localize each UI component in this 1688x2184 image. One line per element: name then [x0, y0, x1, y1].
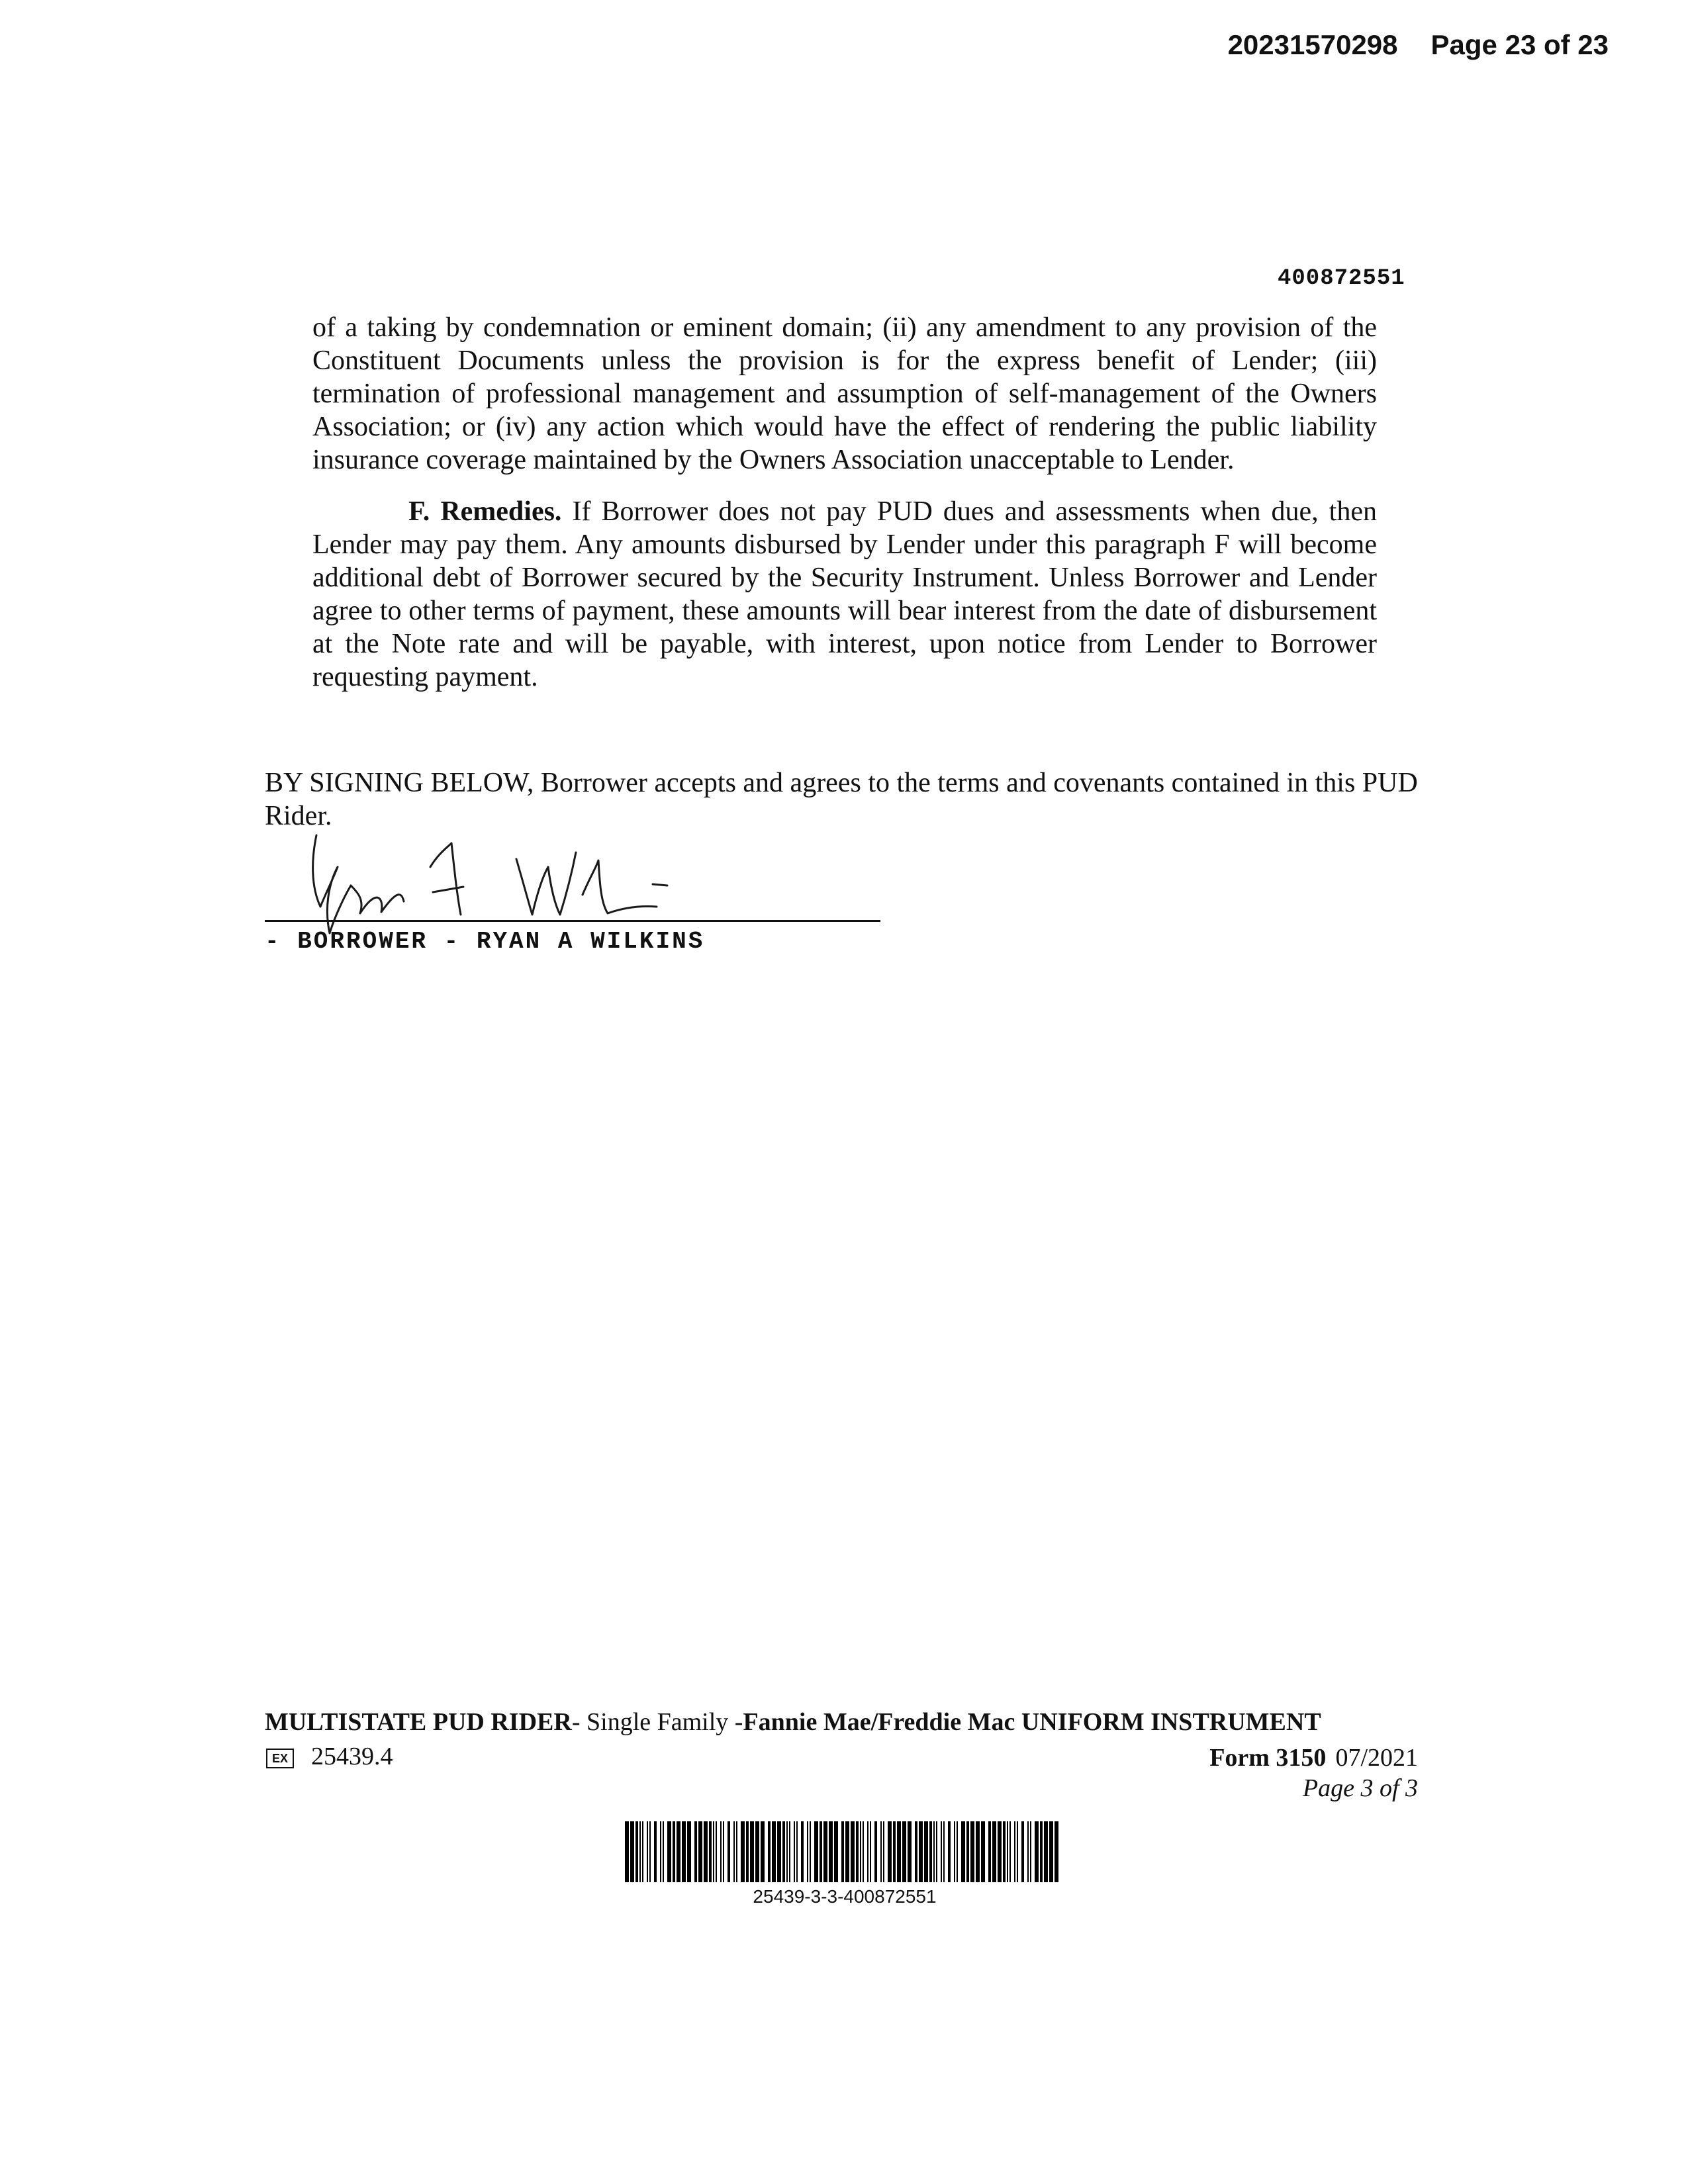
form-title-part-3: Fannie Mae/Freddie Mac UNIFORM INSTRUMENT — [743, 1708, 1321, 1736]
form-date: 07/2021 — [1335, 1744, 1418, 1772]
barcode-bar — [647, 1821, 648, 1882]
barcode-bar — [727, 1821, 730, 1882]
barcode-bar — [642, 1821, 643, 1882]
recording-page-info: Page 23 of 23 — [1430, 29, 1609, 60]
barcode-bar — [660, 1821, 661, 1882]
barcode-bar — [1014, 1821, 1015, 1882]
barcode-bar — [834, 1821, 838, 1882]
barcode-bar — [1040, 1821, 1043, 1882]
barcode-bar — [720, 1821, 722, 1882]
barcode-bar — [870, 1821, 871, 1882]
form-page-number: Page 3 of 3 — [1302, 1774, 1418, 1802]
form-code: 25439.4 — [311, 1743, 393, 1770]
barcode-bar — [810, 1821, 811, 1882]
barcode-bar — [902, 1821, 906, 1882]
barcode-bar — [796, 1821, 798, 1882]
barcode-bar — [954, 1821, 955, 1882]
barcode-text: 25439-3-3-400872551 — [753, 1886, 937, 1907]
barcode-bar — [941, 1821, 942, 1882]
barcode-bar — [1049, 1821, 1053, 1882]
barcode-bar — [957, 1821, 958, 1882]
barcode-bar — [786, 1821, 788, 1882]
barcode-bar — [1021, 1821, 1024, 1882]
barcode-bar — [716, 1821, 717, 1882]
barcode-bar — [673, 1821, 675, 1882]
barcode-bar — [1027, 1821, 1029, 1882]
barcode-bar — [761, 1821, 765, 1882]
barcode-bar — [943, 1821, 945, 1882]
borrower-name-label: - BORROWER - RYAN A WILKINS — [265, 928, 705, 955]
barcode-bar — [988, 1821, 991, 1882]
barcode-bar — [863, 1821, 864, 1882]
barcode-bar — [654, 1821, 657, 1882]
barcode-bar — [694, 1821, 697, 1882]
barcode-bar — [981, 1821, 985, 1882]
barcode-bar — [723, 1821, 724, 1882]
barcode-bar — [709, 1821, 712, 1882]
barcode-bar — [820, 1821, 822, 1882]
remedies-text: If Borrower does not pay PUD dues and assessments when due, then Lender may pay them. Any amounts disbursed by Lender under this paragraph F will become additional debt of Borrower secured by the Security Instrument. Unless Borrower and Lender agree to other terms of payment, these amounts will bear interest from the date of disbursement at the Note rate and will be payable, with interest, upon notice from Lender to Borrower requesting payment. — [312, 496, 1377, 692]
barcode-bar — [713, 1821, 714, 1882]
barcode-bar — [841, 1821, 844, 1882]
barcode-bar — [741, 1821, 745, 1882]
barcode-bar — [888, 1821, 892, 1882]
signature-line — [265, 920, 880, 922]
barcode-bar — [992, 1821, 996, 1882]
barcode-bar — [768, 1821, 771, 1882]
barcode-bar — [961, 1821, 965, 1882]
barcode-bar — [966, 1821, 969, 1882]
barcode-bar — [1055, 1821, 1058, 1882]
form-number — [1209, 1743, 1418, 1772]
barcode-bar — [823, 1821, 827, 1882]
barcode-bar — [919, 1821, 923, 1882]
barcode-bar — [976, 1821, 980, 1882]
barcode-bar — [867, 1821, 868, 1882]
barcode-bar — [880, 1821, 882, 1882]
barcode-bar — [874, 1821, 877, 1882]
barcode-bar — [1009, 1821, 1011, 1882]
barcode-bar — [829, 1821, 833, 1882]
barcode-bar — [635, 1821, 638, 1882]
barcode-bar — [929, 1821, 932, 1882]
barcode-bar — [936, 1821, 937, 1882]
form-title-part-2: - Single Family - — [571, 1708, 743, 1736]
barcode-bar — [733, 1821, 735, 1882]
barcode-bar — [782, 1821, 785, 1882]
barcode-bar — [915, 1821, 917, 1882]
barcode-bar — [893, 1821, 896, 1882]
ex-logo-icon: EX — [266, 1749, 294, 1768]
barcode-bar — [687, 1821, 691, 1882]
recording-document-number: 20231570298 — [1227, 29, 1398, 60]
form-title — [265, 1707, 1321, 1737]
barcode-bar — [908, 1821, 912, 1882]
signing-statement: BY SIGNING BELOW, Borrower accepts and agrees to the terms and covenants contained in this PUD Rider. — [265, 768, 1418, 831]
barcode-bar — [777, 1821, 781, 1882]
barcode-bar — [663, 1821, 664, 1882]
barcode-bar — [750, 1821, 754, 1882]
barcode-bar — [897, 1821, 901, 1882]
barcode-bar — [630, 1821, 634, 1882]
barcode-bar — [755, 1821, 759, 1882]
barcode-bar — [856, 1821, 859, 1882]
barcode-bar — [1044, 1821, 1048, 1882]
barcode-bar — [883, 1821, 884, 1882]
barcode-bar — [1017, 1821, 1018, 1882]
barcode-bar — [814, 1821, 818, 1882]
barcode-bar — [860, 1821, 861, 1882]
barcode-bar — [677, 1821, 680, 1882]
barcode-bar — [1030, 1821, 1031, 1882]
barcode-bar — [1003, 1821, 1006, 1882]
paragraph-remedies — [312, 495, 1377, 694]
barcode-bar — [1035, 1821, 1039, 1882]
barcode-bar — [649, 1821, 651, 1882]
borrower-signature — [265, 821, 880, 940]
barcode-bar — [948, 1821, 951, 1882]
barcode-bar — [970, 1821, 974, 1882]
loan-number: 400872551 — [1278, 266, 1405, 291]
recording-header — [1228, 29, 1609, 61]
barcode-bar — [704, 1821, 708, 1882]
barcode-bar — [924, 1821, 928, 1882]
barcode-bar — [736, 1821, 737, 1882]
barcode-bar — [639, 1821, 641, 1882]
barcode-bar — [851, 1821, 855, 1882]
barcode-bar — [789, 1821, 790, 1882]
barcode-bar — [698, 1821, 702, 1882]
barcode-bar — [998, 1821, 1002, 1882]
barcode-bar — [667, 1821, 671, 1882]
barcode-bar — [807, 1821, 808, 1882]
barcode-bar — [625, 1821, 629, 1882]
barcode-bar — [794, 1821, 795, 1882]
form-title-part-1: MULTISTATE PUD RIDER — [265, 1708, 572, 1736]
barcode — [625, 1821, 1064, 1882]
barcode-bar — [933, 1821, 935, 1882]
form-label: Form 3150 — [1209, 1744, 1327, 1772]
paragraph-continuation: of a taking by condemnation or eminent domain; (ii) any amendment to any provision of the Constituent Documents unless the provision is for the express benefit of Lender; (iii) termination of professional management and assumption of self-management of the Owners Association; or (iv) any action which would have the effect of rendering the public liability insurance coverage maintained by the Owners Association unacceptable to Lender. — [312, 312, 1377, 475]
barcode-bar — [746, 1821, 749, 1882]
barcode-bar — [845, 1821, 849, 1882]
remedies-heading: F. Remedies. — [408, 496, 562, 527]
barcode-bar — [772, 1821, 776, 1882]
barcode-bar — [1007, 1821, 1008, 1882]
barcode-bar — [801, 1821, 804, 1882]
barcode-bar — [682, 1821, 686, 1882]
